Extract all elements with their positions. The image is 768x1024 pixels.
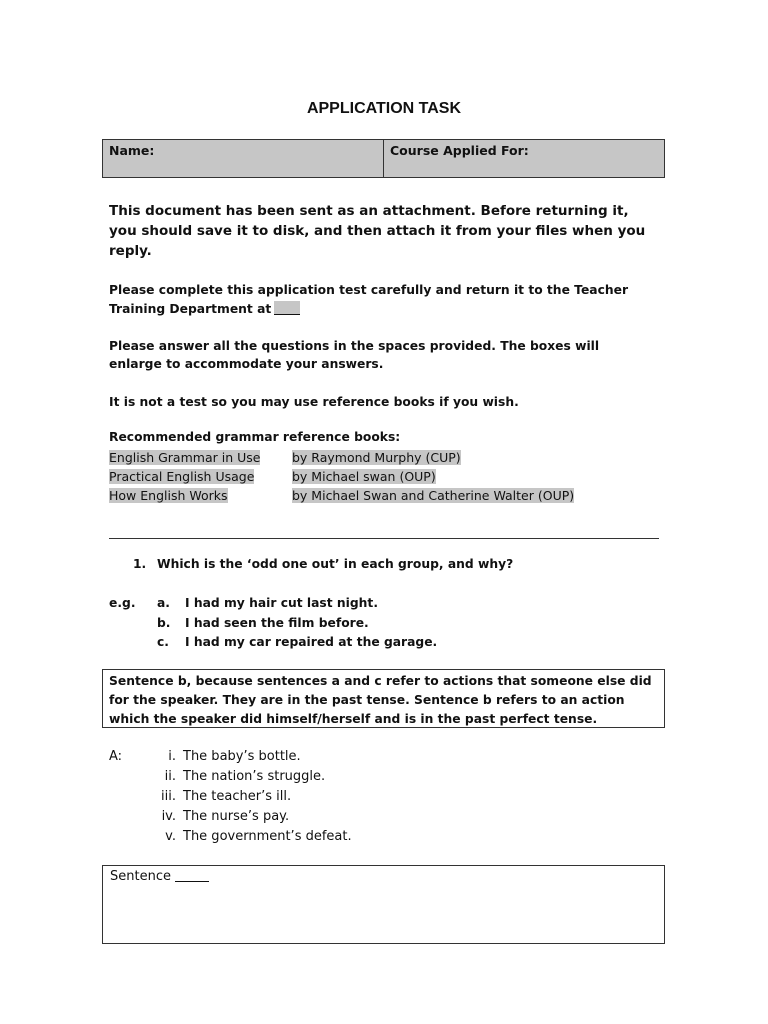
list-item (109, 614, 437, 634)
question-number: 1. (133, 557, 147, 571)
example-text: I had seen the film before. (185, 615, 369, 630)
recommended-heading: Recommended grammar reference books: (109, 430, 401, 444)
course-label: Course Applied For: (390, 143, 529, 158)
book-author: by Raymond Murphy (CUP) (292, 450, 461, 465)
item-text: The baby’s bottle. (183, 749, 301, 764)
list-item (109, 767, 352, 787)
item-number: ii. (164, 769, 176, 784)
example-text: I had my car repaired at the garage. (185, 635, 438, 649)
complete-instruction (109, 281, 654, 319)
list-item (109, 448, 574, 467)
list-item (109, 807, 352, 827)
list-item (109, 467, 574, 486)
list-item (109, 594, 437, 614)
list-item (109, 747, 352, 767)
example-answer-box: Sentence b, because sentences a and c refer to actions that someone else did for the speaker. They are in the past tense. Sentence b refers to an action which the speaker did himself/herself and is in the past perfect tense. (102, 669, 665, 728)
sentence-blank[interactable] (175, 881, 209, 882)
reference-note: It is not a test so you may use reference books if you wish. (109, 395, 519, 409)
group-a-list (109, 747, 352, 847)
item-text: The nurse’s pay. (183, 809, 290, 824)
sentence-label: Sentence (110, 869, 171, 884)
list-item (109, 787, 352, 807)
department-blank[interactable] (274, 301, 300, 315)
group-label: A: (109, 749, 123, 764)
question-text: Which is the ‘odd one out’ in each group, and why? (157, 557, 514, 571)
book-title: How English Works (109, 488, 228, 503)
example-text: I had my hair cut last night. (185, 596, 378, 610)
item-number: i. (168, 749, 176, 764)
example-letter: c. (157, 635, 169, 649)
name-label: Name: (109, 143, 155, 158)
item-text: The government’s defeat. (183, 829, 352, 844)
sentence-answer-box[interactable] (102, 865, 665, 944)
item-text: The teacher’s ill. (183, 789, 292, 804)
name-field[interactable] (103, 140, 384, 177)
answer-instruction: Please answer all the questions in the spaces provided. The boxes will enlarge to accommodate your answers. (109, 339, 600, 371)
book-title: English Grammar in Use (109, 450, 261, 465)
list-item (109, 827, 352, 847)
book-author: by Michael swan (OUP) (292, 469, 436, 484)
book-list (109, 448, 574, 505)
example-list (109, 594, 437, 653)
example-letter: a. (157, 596, 170, 610)
complete-instruction-text: Please complete this application test carefully and return it to the Teacher Training Department at (109, 283, 629, 316)
page-title: APPLICATION TASK (306, 100, 462, 117)
item-number: iii. (161, 789, 176, 804)
question-1 (133, 557, 513, 571)
book-author: by Michael Swan and Catherine Walter (OUP) (292, 488, 575, 503)
list-item (109, 633, 437, 653)
item-text: The nation’s struggle. (183, 769, 326, 784)
applicant-info-table (102, 139, 665, 178)
list-item (109, 486, 574, 505)
example-label: e.g. (109, 596, 136, 610)
course-field[interactable] (384, 140, 664, 177)
book-title: Practical English Usage (109, 469, 255, 484)
item-number: v. (165, 829, 176, 844)
example-letter: b. (157, 615, 171, 630)
item-number: iv. (161, 809, 176, 824)
intro-paragraph: This document has been sent as an attachment. Before returning it, you should save it to disk, and then attach it from your files when you reply. (109, 203, 646, 259)
section-divider (109, 538, 659, 539)
